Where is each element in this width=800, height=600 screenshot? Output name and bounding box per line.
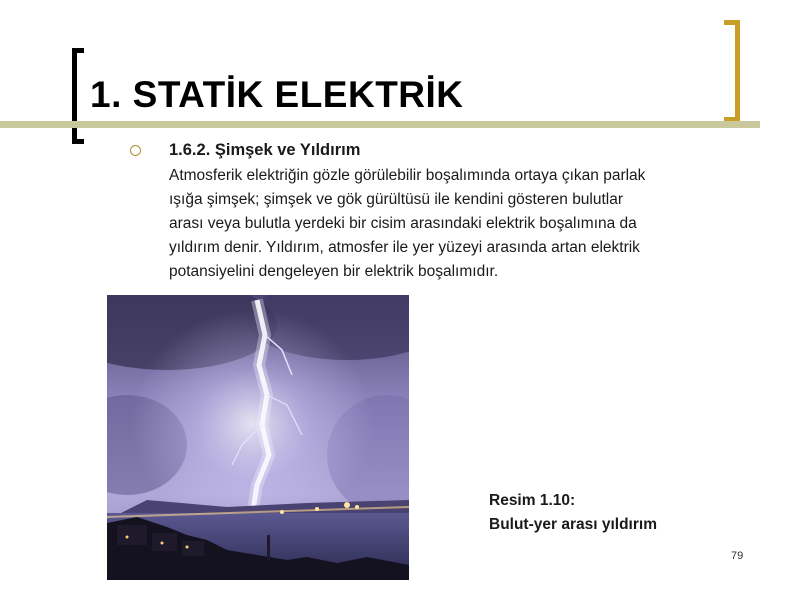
left-bracket-decoration <box>72 48 84 144</box>
page-number: 79 <box>731 550 744 562</box>
image-caption <box>489 489 657 537</box>
body-line: potansiyelini dengeleyen bir elektrik boşalımıdır. <box>169 263 499 280</box>
section-subtitle: 1.6.2. Şimşek ve Yıldırım <box>169 141 361 159</box>
caption-text: Bulut-yer arası yıldırım <box>489 516 657 533</box>
hollow-circle-bullet-icon <box>130 145 141 156</box>
body-line: yıldırım denir. Yıldırım, atmosfer ile yer yüzeyi arasında artan elektrik <box>169 239 640 256</box>
body-line: ışığa şimşek; şimşek ve gök gürültüsü ile kendini gösteren bulutlar <box>169 191 624 208</box>
caption-label: Resim 1.10: <box>489 492 576 509</box>
title-underline-bar <box>0 121 760 128</box>
body-line: arası veya bulutla yerdeki bir cisim arasındaki elektrik boşalımına da <box>169 215 637 232</box>
body-line: Atmosferik elektriğin gözle görülebilir boşalımında ortaya çıkan parlak <box>169 167 646 184</box>
slide-title: 1. STATİK ELEKTRİK <box>90 74 464 115</box>
right-bracket-decoration <box>724 20 740 122</box>
lightning-photo-illustration <box>107 295 409 580</box>
body-paragraph <box>169 164 739 284</box>
lightning-photo <box>107 295 409 580</box>
